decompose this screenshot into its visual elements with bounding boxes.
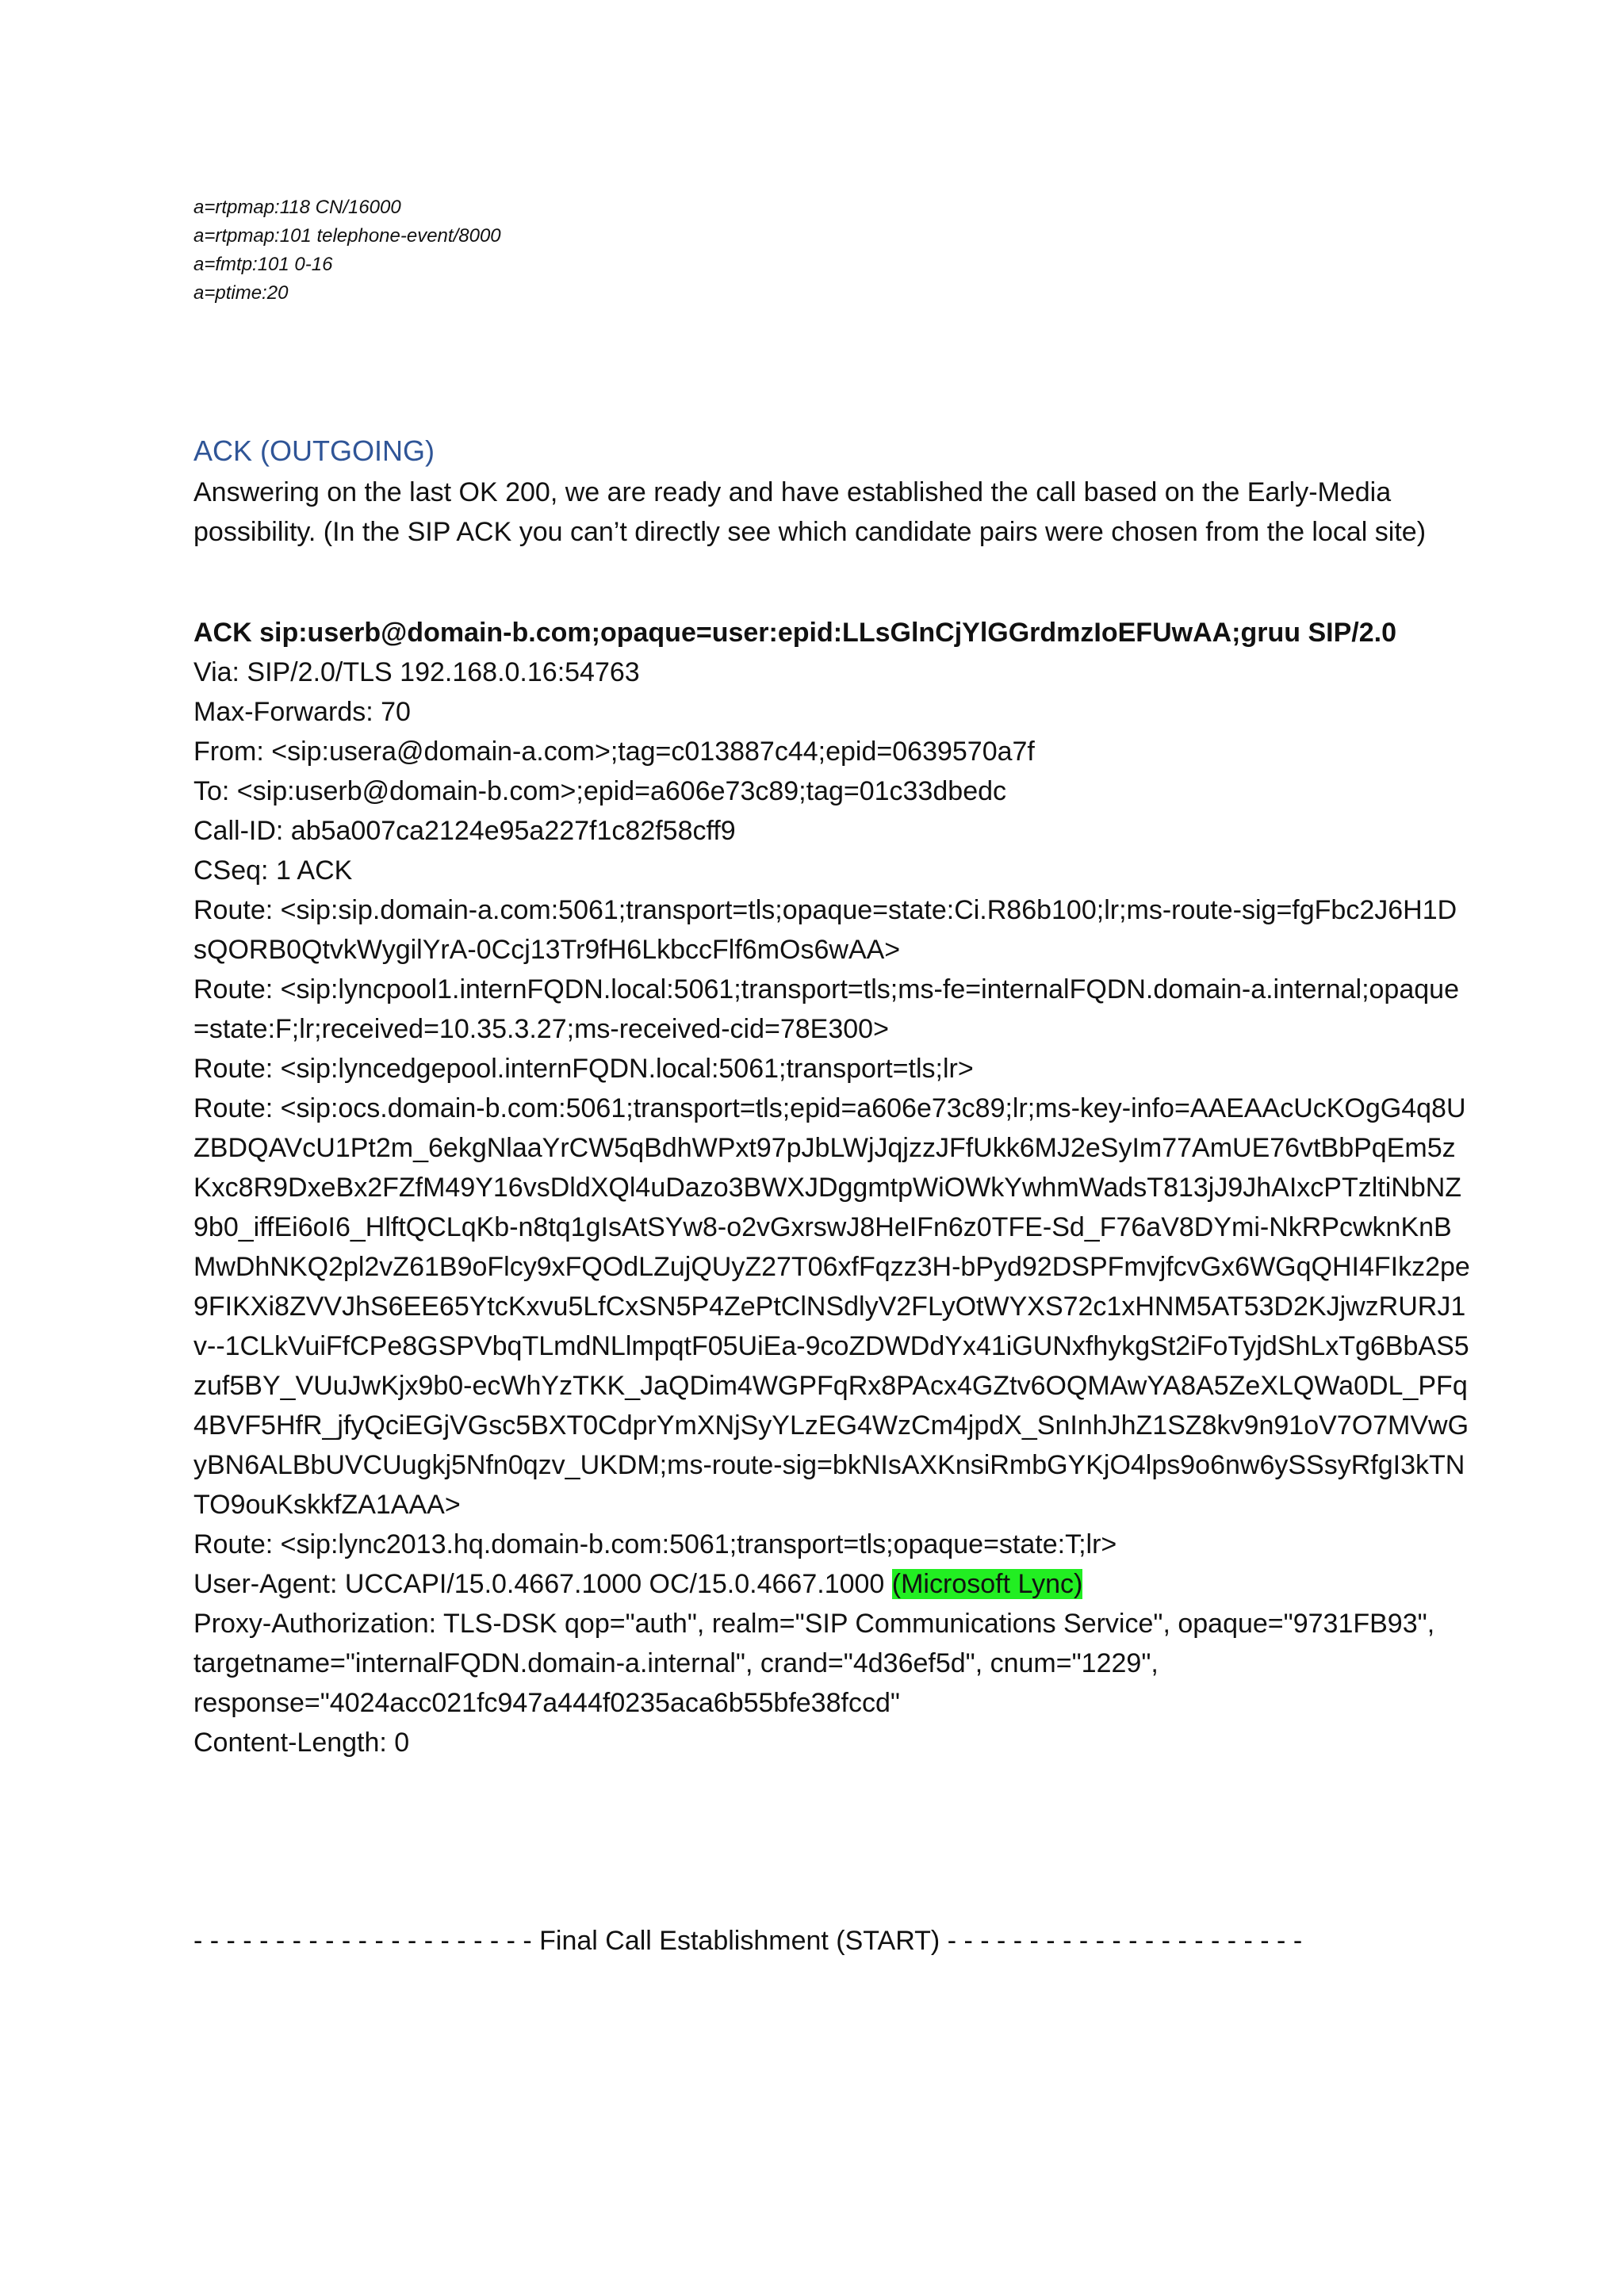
- section-separator: - - - - - - - - - - - - - - - - - - - - - Final Call Establishment (START) - - - - - - - - - - - - - - - - - - - - - -: [193, 1926, 1303, 1956]
- sip-header-to: To: <sip:userb@domain-b.com>;epid=a606e73c89;tag=01c33dbedc: [193, 776, 1007, 806]
- sip-header-from: From: <sip:usera@domain-a.com>;tag=c013887c44;epid=0639570a7f: [193, 737, 1035, 767]
- sip-header-call-id: Call-ID: ab5a007ca2124e95a227f1c82f58cff9: [193, 816, 736, 846]
- sip-header-route-4: Route: <sip:ocs.domain-b.com:5061;transport=tls;epid=a606e73c89;lr;ms-key-info=AAEAAcUcKOgG4q8UZBDQAVcU1Pt2m_6ekgNlaaYrCW5qBdhWPxt97pJbLWjJqjzzJFfUkk6MJ2eSyIm77AmUE76vtBbPqEm5zKxc8R9DxeBx2FZfM49Y16vsDldXQl4uDazo3BWXJDggmtpWiOWkYwhmWadsT813jJ9JhAIxcPTzltiNbNZ9b0_iffEi6oI6_HlftQCLqKb-n8tq1gIsAtSYw8-o2vGxrswJ8HeIFn6z0TFE-Sd_F76aV8DYmi-NkRPcwknKnBMwDhNKQ2pl2vZ61B9oFlcy9xFQOdLZujQUyZ27T06xfFqzz3H-bPyd92DSPFmvjfcvGx6WGqQHI4FIkz2pe9FIKXi8ZVVJhS6EE65YtcKxvu5LfCxSN5P4ZePtClNSdlyV2FLyOtWYXS72c1xHNM5AT53D2KJjwzRURJ1v--1CLkVuiFfCPe8GSPVbqTLmdNLlmpqtF05UiEa-9coZDWDdYx41iGUNxfhykgSt2iFoTyjdShLxTg6BbAS5zuf5BY_VUuJwKjx9b0-ecWhYzTKK_JaQDim4WGPFqRx8PAcx4GZtv6OQMAwYA8A5ZeXLQWa0DL_PFq4BVF5HfR_jfyQciEGjVGsc5BXT0CdprYmXNjSyYLzEG4WzCm4jpdX_SnInhJhZ1SZ8kv9n91oV7O7MVwGyBN6ALBbUVCUugkj5Nfn0qzv_UKDM;ms-route-sig=bkNIsAXKnsiRmbGYKjO4lps9o6nw6ySSsyRfgI3kTNTO9ouKskkfZA1AAA>: [193, 1093, 1470, 1520]
- sdp-attribute-block: [193, 193, 501, 308]
- sdp-line: a=fmtp:101 0-16: [193, 254, 333, 275]
- sip-header-route-3: Route: <sip:lyncedgepool.internFQDN.local:5061;transport=tls;lr>: [193, 1054, 974, 1084]
- sip-header-via: Via: SIP/2.0/TLS 192.168.0.16:54763: [193, 657, 640, 687]
- sip-header-content-length: Content-Length: 0: [193, 1728, 410, 1758]
- user-agent-highlight: (Microsoft Lync): [891, 1569, 1083, 1599]
- sdp-line: a=ptime:20: [193, 282, 289, 304]
- sip-header-max-forwards: Max-Forwards: 70: [193, 697, 411, 727]
- sip-header-user-agent: [193, 1564, 1470, 1604]
- sip-request-line: ACK sip:userb@domain-b.com;opaque=user:epid:LLsGlnCjYlGGrdmzIoEFUwAA;gruu SIP/2.0: [193, 618, 1397, 648]
- sip-header-route-2: Route: <sip:lyncpool1.internFQDN.local:5061;transport=tls;ms-fe=internalFQDN.domain-a.internal;opaque=state:F;lr;received=10.35.3.27;ms-received-cid=78E300>: [193, 974, 1459, 1044]
- sdp-line: a=rtpmap:118 CN/16000: [193, 197, 401, 218]
- sip-ack-message: [193, 613, 1470, 1762]
- sip-header-route-5: Route: <sip:lync2013.hq.domain-b.com:5061;transport=tls;opaque=state:T;lr>: [193, 1529, 1117, 1559]
- user-agent-text: User-Agent: UCCAPI/15.0.4667.1000 OC/15.0.4667.1000: [193, 1569, 892, 1599]
- section-heading: ACK (OUTGOING): [193, 434, 435, 467]
- sip-header-cseq: CSeq: 1 ACK: [193, 855, 353, 886]
- section-intro: Answering on the last OK 200, we are ready and have established the call based on the Early-Media possibility. (In the SIP ACK you can’t directly see which candidate pairs were chosen from the local site): [193, 477, 1427, 547]
- sip-header-route-1: Route: <sip:sip.domain-a.com:5061;transport=tls;opaque=state:Ci.R86b100;lr;ms-route-sig=fgFbc2J6H1DsQORB0QtvkWygilYrA-0Ccj13Tr9fH6LkbccFlf6mOs6wAA>: [193, 895, 1457, 965]
- sip-header-proxy-authorization: Proxy-Authorization: TLS-DSK qop="auth", realm="SIP Communications Service", opaque="9731FB93", targetname="internalFQDN.domain-a.internal", crand="4d36ef5d", cnum="1229", response="4024acc021fc947a444f0235aca6b55bfe38fccd": [193, 1609, 1442, 1718]
- sdp-line: a=rtpmap:101 telephone-event/8000: [193, 225, 501, 247]
